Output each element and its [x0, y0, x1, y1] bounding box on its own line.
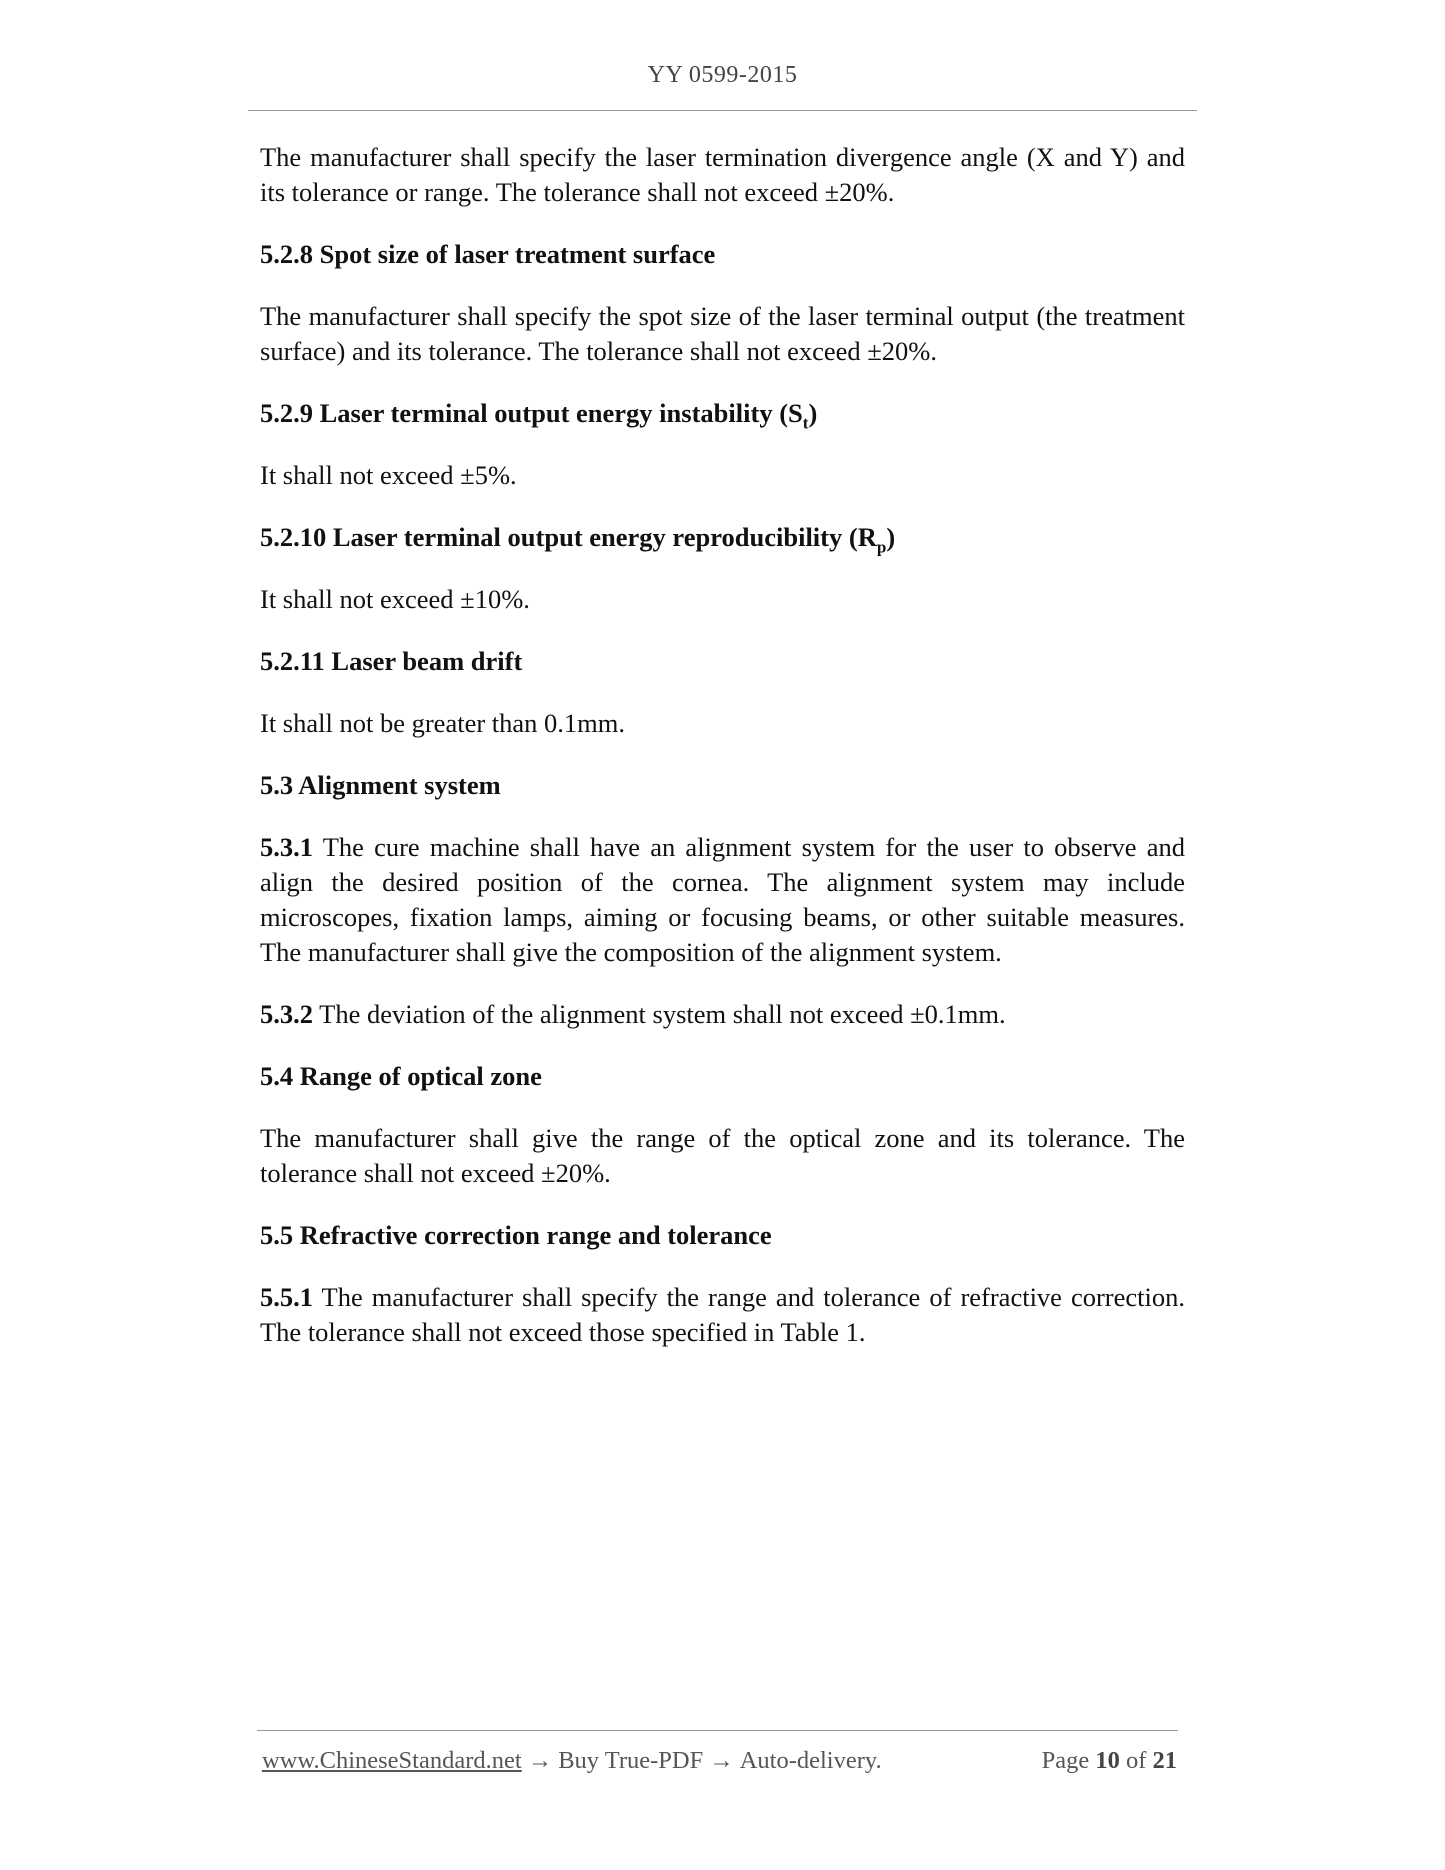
- page-footer: [262, 1747, 1177, 1779]
- auto-delivery-text: Auto-delivery.: [739, 1747, 882, 1774]
- subscript-p: p: [876, 537, 887, 557]
- paragraph-5-2-11: It shall not be greater than 0.1mm.: [260, 708, 626, 738]
- subscript-t: t: [802, 413, 809, 433]
- heading-5-3: 5.3 Alignment system: [260, 770, 501, 800]
- heading-5-2-9-close: ): [808, 398, 818, 428]
- heading-5-2-9-text: 5.2.9 Laser terminal output energy instability (S: [260, 398, 803, 428]
- page-number: 10: [1095, 1747, 1120, 1774]
- paragraph-5-4: The manufacturer shall give the range of the optical zone and its tolerance. The tolerance shall not exceed ±20%.: [260, 1123, 1185, 1188]
- paragraph-5-2-10: It shall not exceed ±10%.: [260, 584, 530, 614]
- heading-5-2-10-close: ): [886, 522, 896, 552]
- website-link[interactable]: www.ChineseStandard.net: [262, 1747, 522, 1774]
- heading-5-2-11: 5.2.11 Laser beam drift: [260, 646, 523, 676]
- document-id: YY 0599-2015: [647, 62, 798, 88]
- clause-number-5-5-1: 5.5.1: [260, 1282, 313, 1312]
- footer-divider: [257, 1730, 1178, 1731]
- paragraph-5-2-9: It shall not exceed ±5%.: [260, 460, 517, 490]
- heading-5-2-8: 5.2.8 Spot size of laser treatment surface: [260, 239, 716, 269]
- clause-text-5-3-2: The deviation of the alignment system shall not exceed ±0.1mm.: [313, 999, 1006, 1029]
- page-total: 21: [1152, 1747, 1177, 1774]
- paragraph-5-3-2: [260, 997, 1185, 1032]
- page-body: [260, 140, 1185, 1377]
- page-counter: [1042, 1747, 1177, 1775]
- arrow-right-icon: →: [527, 1747, 553, 1774]
- paragraph-divergence: The manufacturer shall specify the laser termination divergence angle (X and Y) and its tolerance or range. The tolerance shall not exceed ±20%.: [260, 142, 1185, 207]
- arrow-right-icon: →: [709, 1747, 734, 1774]
- page-label: Page: [1041, 1747, 1090, 1774]
- buy-pdf-text: Buy True-PDF: [558, 1747, 704, 1774]
- document-header: [0, 62, 1445, 89]
- header-divider: [248, 110, 1197, 111]
- heading-5-4: 5.4 Range of optical zone: [260, 1061, 542, 1091]
- paragraph-5-2-8: The manufacturer shall specify the spot size of the laser terminal output (the treatment surface) and its tolerance. The tolerance shall not exceed ±20%.: [260, 301, 1185, 366]
- clause-text-5-5-1: The manufacturer shall specify the range and tolerance of refractive correction. The tolerance shall not exceed those specified in Table 1.: [260, 1282, 1185, 1347]
- heading-5-5: 5.5 Refractive correction range and tolerance: [260, 1220, 772, 1250]
- clause-number-5-3-2: 5.3.2: [260, 999, 313, 1029]
- paragraph-5-3-1: [260, 830, 1185, 970]
- of-label: of: [1125, 1747, 1147, 1774]
- heading-5-2-9: [260, 396, 1185, 431]
- heading-5-2-10-text: 5.2.10 Laser terminal output energy reproducibility (R: [260, 522, 877, 552]
- heading-5-2-10: [260, 520, 1185, 555]
- paragraph-5-5-1: [260, 1280, 1185, 1350]
- clause-text-5-3-1: The cure machine shall have an alignment system for the user to observe and align the desired position of the cornea. The alignment system may include microscopes, fixation lamps, aiming or focusing beams, or other suitable measures. The manufacturer shall give the composition of the alignment system.: [260, 832, 1185, 967]
- clause-number-5-3-1: 5.3.1: [260, 832, 313, 862]
- footer-promo: [262, 1747, 882, 1775]
